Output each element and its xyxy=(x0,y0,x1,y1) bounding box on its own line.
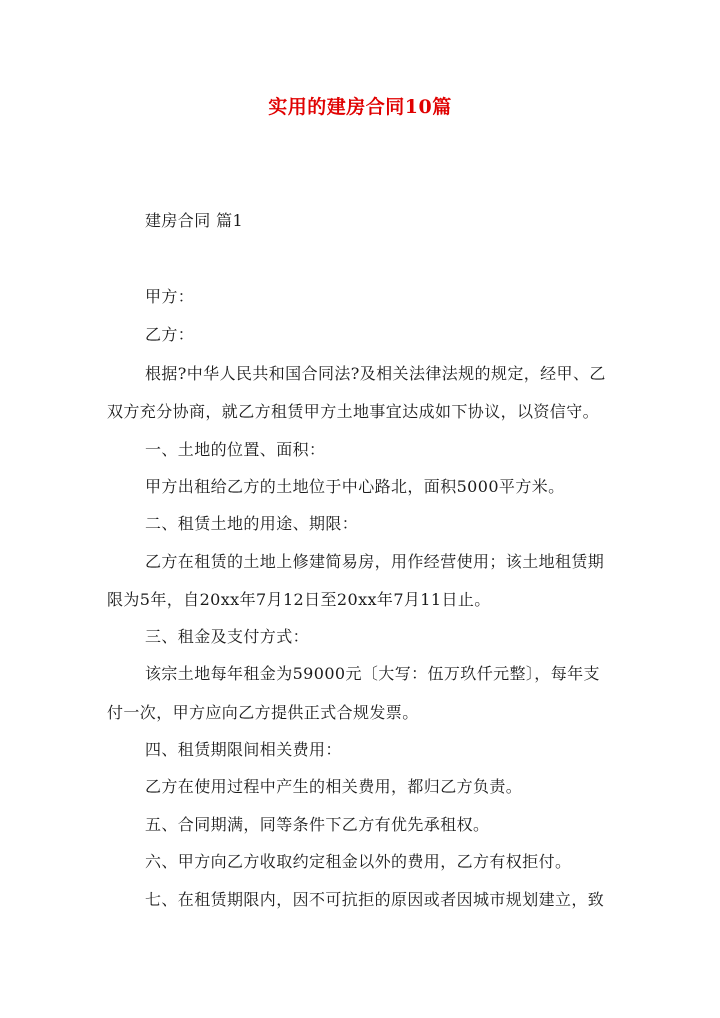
clause-3-text-line-2: 付一次，甲方应向乙方提供正式合规发票。 xyxy=(107,703,419,722)
clause-2-text-line-1: 乙方在租赁的土地上修建简易房，用作经营使用；该土地租赁期 xyxy=(145,552,605,571)
clause-1-heading: 一、土地的位置、面积： xyxy=(145,440,326,459)
intro-paragraph-line-2: 双方充分协商，就乙方租赁甲方土地事宜达成如下协议，以资信守。 xyxy=(107,402,600,421)
document-title: 实用的建房合同10篇 xyxy=(268,96,452,118)
clause-2-text-line-2: 限为5年，自20xx年7月12日至20xx年7月11日止。 xyxy=(107,590,491,609)
clause-1-text: 甲方出租给乙方的土地位于中心路北，面积5000平方米。 xyxy=(145,477,565,496)
clause-6-text: 六、甲方向乙方收取约定租金以外的费用，乙方有权拒付。 xyxy=(145,852,572,871)
clause-7-text-line-1: 七、在租赁期限内，因不可抗拒的原因或者因城市规划建立，致 xyxy=(145,890,605,909)
clause-5-text: 五、合同期满，同等条件下乙方有优先承租权。 xyxy=(145,815,490,834)
clause-4-heading: 四、租赁期限间相关费用： xyxy=(145,740,342,759)
party-b-label: 乙方： xyxy=(145,325,195,344)
clause-4-text: 乙方在使用过程中产生的相关费用，都归乙方负责。 xyxy=(145,777,523,796)
party-a-label: 甲方： xyxy=(145,287,195,306)
clause-2-heading: 二、租赁土地的用途、期限： xyxy=(145,514,359,533)
intro-paragraph-line-1: 根据?中华人民共和国合同法?及相关法律法规的规定，经甲、乙 xyxy=(145,364,606,383)
clause-3-heading: 三、租金及支付方式： xyxy=(145,627,310,646)
section-heading: 建房合同 篇1 xyxy=(145,211,244,230)
clause-3-text-line-1: 该宗土地每年租金为59000元〔大写：伍万玖仟元整〕，每年支 xyxy=(145,664,600,683)
